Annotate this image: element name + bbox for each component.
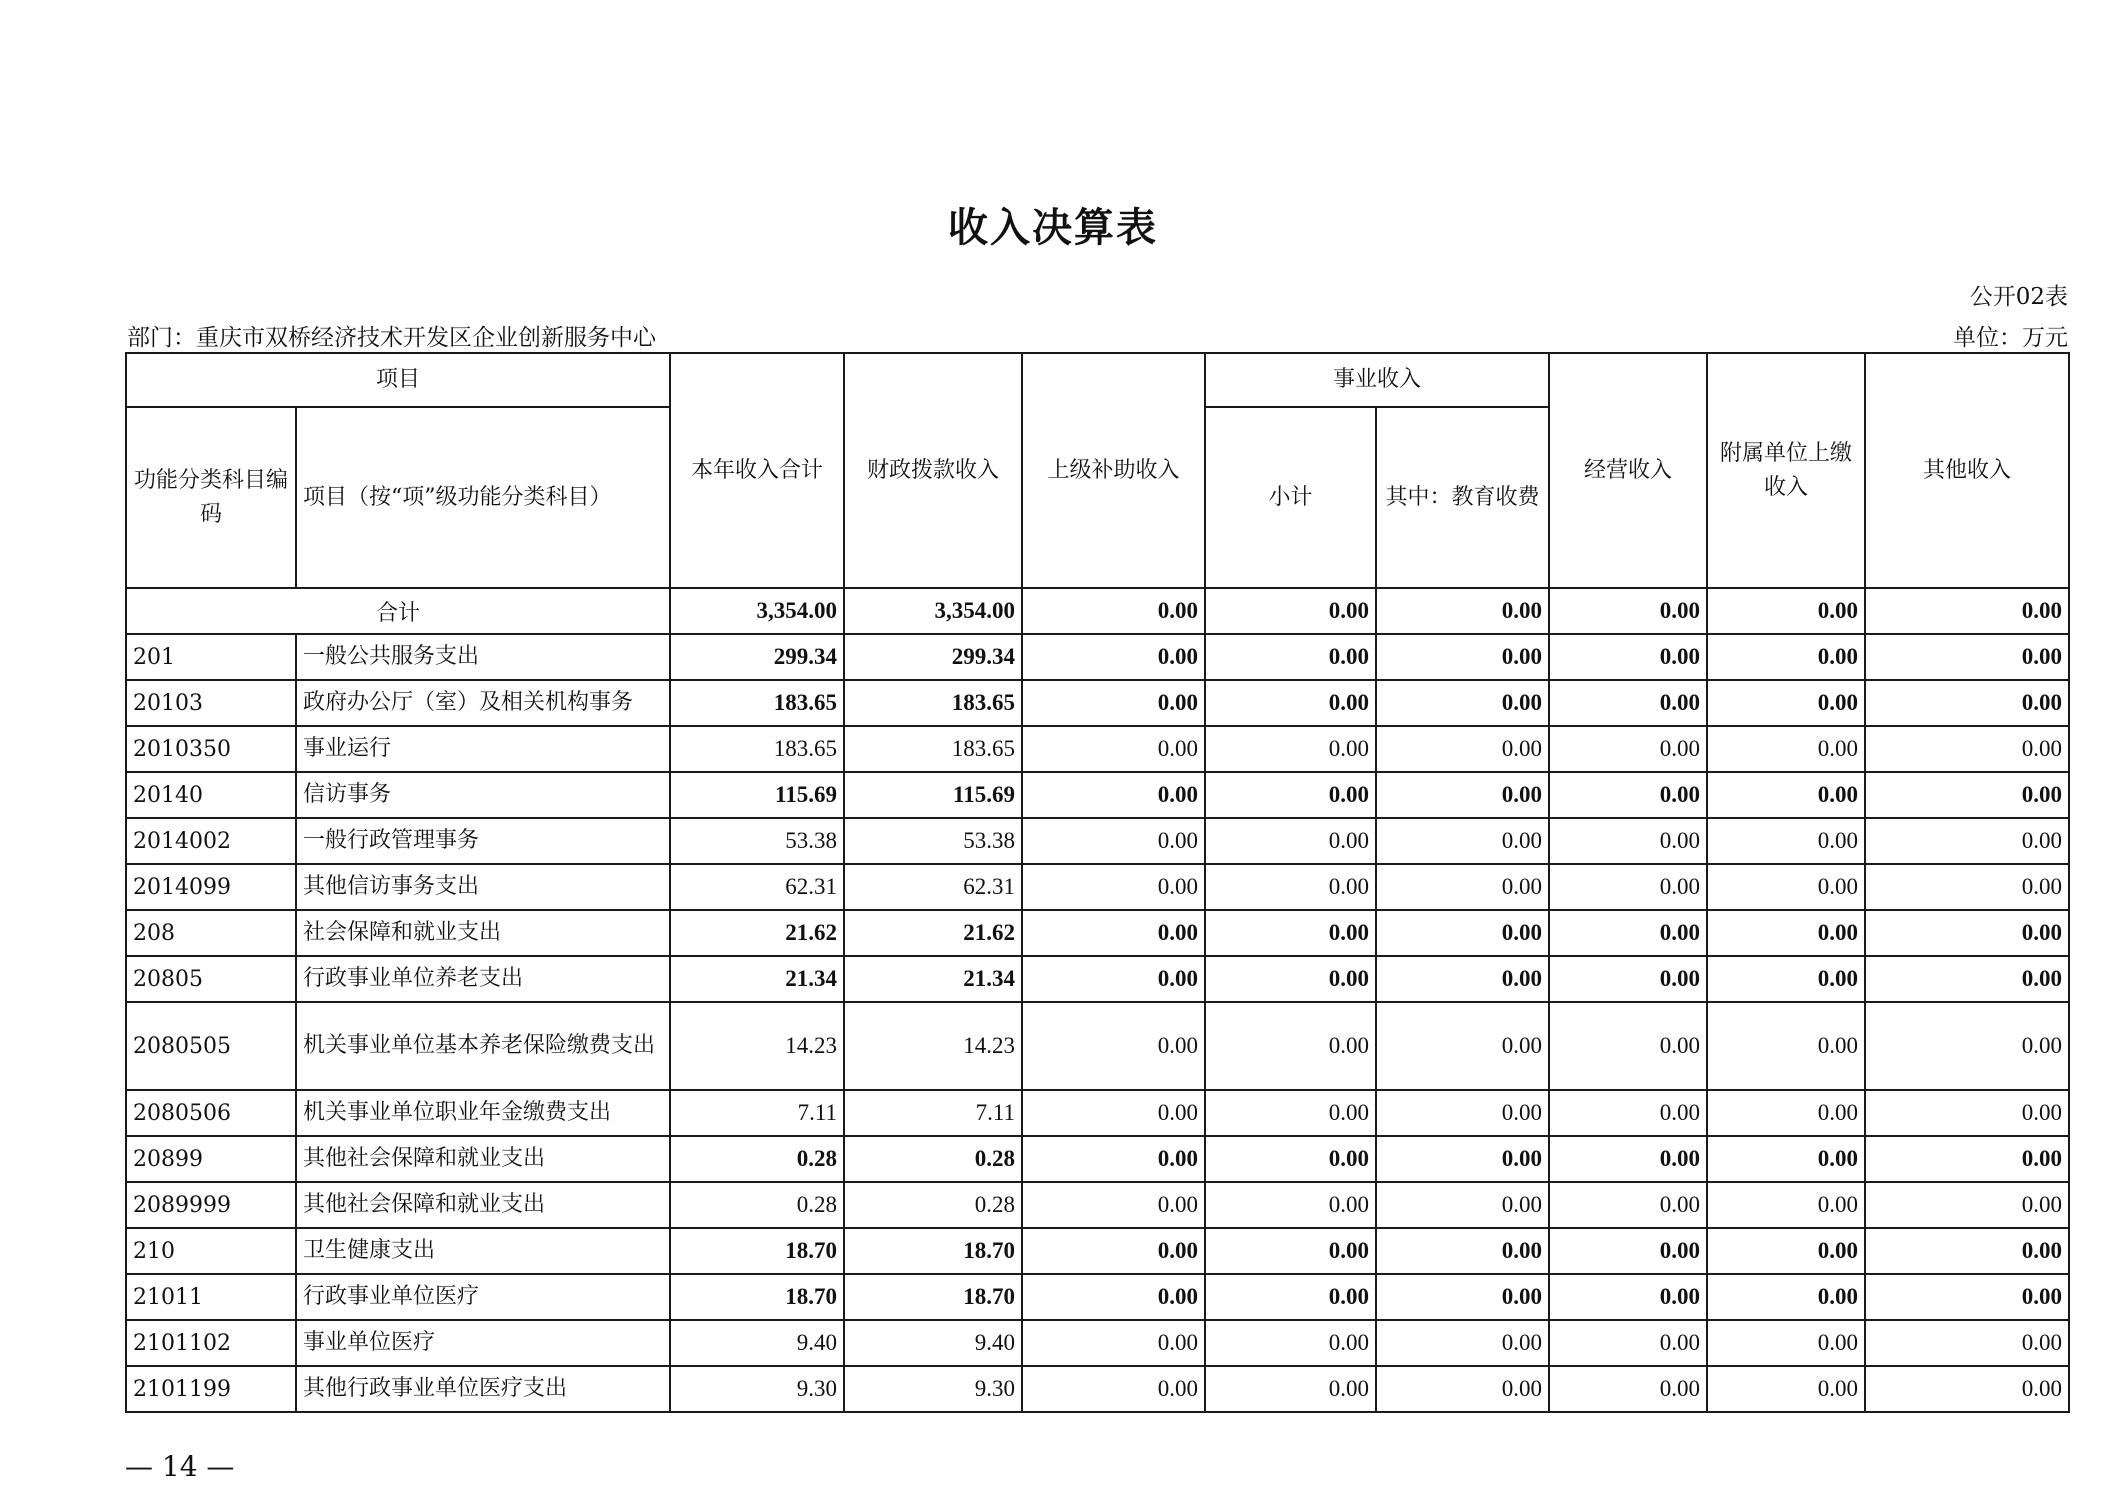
row-value: 0.00 — [1865, 634, 2069, 680]
row-value: 0.00 — [1549, 1228, 1707, 1274]
row-value: 0.00 — [1865, 1366, 2069, 1412]
table-row — [126, 1182, 2069, 1228]
row-value: 0.00 — [1376, 818, 1549, 864]
row-value: 0.00 — [1205, 818, 1376, 864]
row-code: 2014002 — [126, 818, 296, 864]
table-row — [126, 818, 2069, 864]
row-value: 0.00 — [1376, 1228, 1549, 1274]
row-code: 20899 — [126, 1136, 296, 1182]
row-value: 21.34 — [844, 956, 1022, 1002]
header-fiscal: 财政拨款收入 — [844, 353, 1022, 588]
table-row — [126, 1002, 2069, 1090]
row-value: 0.00 — [1707, 910, 1865, 956]
row-value: 0.00 — [1707, 726, 1865, 772]
header-code: 功能分类科目编码 — [126, 407, 296, 588]
row-value: 0.00 — [1865, 864, 2069, 910]
row-value: 0.00 — [1022, 1320, 1205, 1366]
row-value: 0.00 — [1205, 680, 1376, 726]
row-value: 0.28 — [670, 1182, 844, 1228]
row-value: 0.00 — [1549, 1090, 1707, 1136]
row-value: 0.00 — [1376, 1274, 1549, 1320]
row-value: 0.00 — [1376, 956, 1549, 1002]
row-value: 9.40 — [844, 1320, 1022, 1366]
row-value: 0.00 — [1022, 1366, 1205, 1412]
row-value: 0.00 — [1205, 1274, 1376, 1320]
row-value: 0.00 — [1022, 910, 1205, 956]
table-row — [126, 772, 2069, 818]
row-value: 0.00 — [1865, 1320, 2069, 1366]
row-value: 0.00 — [1707, 1274, 1865, 1320]
row-value: 62.31 — [844, 864, 1022, 910]
row-name: 一般公共服务支出 — [296, 634, 670, 680]
row-value: 0.00 — [1022, 1182, 1205, 1228]
row-value: 0.00 — [1865, 1274, 2069, 1320]
row-value: 0.00 — [1549, 726, 1707, 772]
row-value: 0.00 — [1707, 1002, 1865, 1090]
row-value: 21.62 — [670, 910, 844, 956]
row-value: 0.00 — [1376, 1182, 1549, 1228]
row-value: 0.00 — [1865, 726, 2069, 772]
row-value: 0.00 — [1376, 634, 1549, 680]
row-value: 0.00 — [1376, 1366, 1549, 1412]
row-code: 2101102 — [126, 1320, 296, 1366]
row-name: 机关事业单位职业年金缴费支出 — [296, 1090, 670, 1136]
row-value: 0.00 — [1022, 1274, 1205, 1320]
row-value: 0.00 — [1376, 680, 1549, 726]
row-value: 0.00 — [1205, 1002, 1376, 1090]
row-value: 0.00 — [1205, 634, 1376, 680]
row-value: 0.00 — [1707, 634, 1865, 680]
total-value: 3,354.00 — [844, 588, 1022, 634]
row-value: 0.00 — [1022, 680, 1205, 726]
row-value: 0.00 — [1865, 680, 2069, 726]
row-value: 0.00 — [1205, 1090, 1376, 1136]
row-value: 9.30 — [844, 1366, 1022, 1412]
header-item: 项目（按“项”级功能分类科目） — [296, 407, 670, 588]
row-value: 0.00 — [1549, 818, 1707, 864]
row-value: 0.00 — [1707, 956, 1865, 1002]
row-value: 53.38 — [670, 818, 844, 864]
row-value: 183.65 — [844, 726, 1022, 772]
row-value: 14.23 — [844, 1002, 1022, 1090]
total-value: 0.00 — [1707, 588, 1865, 634]
row-value: 0.00 — [1022, 1136, 1205, 1182]
row-name: 信访事务 — [296, 772, 670, 818]
row-value: 0.00 — [1376, 1320, 1549, 1366]
row-value: 9.40 — [670, 1320, 844, 1366]
total-row — [126, 588, 2069, 634]
row-value: 0.00 — [1549, 680, 1707, 726]
row-name: 社会保障和就业支出 — [296, 910, 670, 956]
row-value: 0.00 — [1865, 910, 2069, 956]
row-value: 62.31 — [670, 864, 844, 910]
row-value: 0.28 — [844, 1182, 1022, 1228]
row-name: 行政事业单位养老支出 — [296, 956, 670, 1002]
row-value: 0.00 — [1022, 1228, 1205, 1274]
income-statement-table — [125, 352, 2070, 1413]
row-value: 0.00 — [1549, 634, 1707, 680]
row-value: 0.00 — [1205, 1228, 1376, 1274]
row-value: 0.00 — [1205, 726, 1376, 772]
table-row — [126, 1320, 2069, 1366]
row-value: 0.00 — [1376, 910, 1549, 956]
row-value: 7.11 — [670, 1090, 844, 1136]
row-value: 7.11 — [844, 1090, 1022, 1136]
table-row — [126, 1274, 2069, 1320]
row-value: 0.00 — [1549, 772, 1707, 818]
row-value: 0.28 — [844, 1136, 1022, 1182]
header-business: 事业收入 — [1205, 353, 1549, 407]
row-value: 21.34 — [670, 956, 844, 1002]
row-name: 一般行政管理事务 — [296, 818, 670, 864]
row-value: 0.00 — [1022, 818, 1205, 864]
row-value: 0.00 — [1376, 772, 1549, 818]
total-value: 0.00 — [1549, 588, 1707, 634]
row-value: 9.30 — [670, 1366, 844, 1412]
row-value: 183.65 — [670, 680, 844, 726]
row-name: 政府办公厅（室）及相关机构事务 — [296, 680, 670, 726]
table-row — [126, 1366, 2069, 1412]
header-education: 其中：教育收费 — [1376, 407, 1549, 588]
row-value: 0.00 — [1205, 864, 1376, 910]
table-row — [126, 864, 2069, 910]
header-affiliated: 附属单位上缴收入 — [1707, 353, 1865, 588]
row-value: 0.00 — [1549, 910, 1707, 956]
total-value: 0.00 — [1865, 588, 2069, 634]
table-body — [126, 588, 2069, 1412]
row-value: 18.70 — [844, 1228, 1022, 1274]
row-code: 2080505 — [126, 1002, 296, 1090]
row-value: 0.00 — [1865, 1002, 2069, 1090]
header-total-income: 本年收入合计 — [670, 353, 844, 588]
row-value: 0.00 — [1549, 1136, 1707, 1182]
table-row — [126, 680, 2069, 726]
table-row — [126, 910, 2069, 956]
row-code: 20805 — [126, 956, 296, 1002]
row-value: 115.69 — [670, 772, 844, 818]
row-name: 其他信访事务支出 — [296, 864, 670, 910]
row-value: 0.00 — [1865, 1136, 2069, 1182]
row-value: 21.62 — [844, 910, 1022, 956]
row-value: 0.00 — [1707, 818, 1865, 864]
header-other: 其他收入 — [1865, 353, 2069, 588]
table-row — [126, 1228, 2069, 1274]
row-code: 20140 — [126, 772, 296, 818]
row-value: 0.00 — [1865, 772, 2069, 818]
row-value: 0.00 — [1376, 1136, 1549, 1182]
row-code: 2089999 — [126, 1182, 296, 1228]
form-number: 公开02表 — [1969, 284, 2068, 310]
header-subtotal: 小计 — [1205, 407, 1376, 588]
row-name: 行政事业单位医疗 — [296, 1274, 670, 1320]
header-project: 项目 — [126, 353, 670, 407]
row-value: 0.00 — [1707, 772, 1865, 818]
row-value: 0.00 — [1376, 1090, 1549, 1136]
row-value: 0.00 — [1022, 956, 1205, 1002]
total-value: 0.00 — [1205, 588, 1376, 634]
row-value: 0.00 — [1549, 1274, 1707, 1320]
row-value: 0.00 — [1707, 1136, 1865, 1182]
row-value: 0.00 — [1376, 1002, 1549, 1090]
row-name: 其他行政事业单位医疗支出 — [296, 1366, 670, 1412]
row-value: 183.65 — [670, 726, 844, 772]
table-row — [126, 634, 2069, 680]
row-value: 0.28 — [670, 1136, 844, 1182]
header-operating: 经营收入 — [1549, 353, 1707, 588]
page-title: 收入决算表 — [948, 205, 1158, 251]
row-value: 0.00 — [1022, 1090, 1205, 1136]
unit-label: 单位：万元 — [1953, 325, 2068, 351]
total-label: 合计 — [126, 588, 670, 634]
row-value: 0.00 — [1205, 956, 1376, 1002]
total-value: 3,354.00 — [670, 588, 844, 634]
row-value: 0.00 — [1022, 864, 1205, 910]
row-value: 0.00 — [1707, 680, 1865, 726]
row-value: 0.00 — [1707, 1090, 1865, 1136]
row-value: 0.00 — [1707, 1182, 1865, 1228]
table-row — [126, 726, 2069, 772]
row-value: 0.00 — [1707, 1366, 1865, 1412]
row-value: 18.70 — [844, 1274, 1022, 1320]
row-value: 0.00 — [1022, 1002, 1205, 1090]
row-value: 0.00 — [1865, 956, 2069, 1002]
row-value: 0.00 — [1865, 1228, 2069, 1274]
row-value: 0.00 — [1707, 1320, 1865, 1366]
row-value: 0.00 — [1549, 1320, 1707, 1366]
table-row — [126, 1136, 2069, 1182]
row-value: 14.23 — [670, 1002, 844, 1090]
row-value: 0.00 — [1376, 864, 1549, 910]
row-value: 299.34 — [844, 634, 1022, 680]
row-value: 0.00 — [1205, 772, 1376, 818]
row-value: 0.00 — [1707, 864, 1865, 910]
row-value: 183.65 — [844, 680, 1022, 726]
row-code: 201 — [126, 634, 296, 680]
table-row — [126, 1090, 2069, 1136]
row-value: 0.00 — [1549, 1002, 1707, 1090]
row-code: 2014099 — [126, 864, 296, 910]
row-value: 18.70 — [670, 1274, 844, 1320]
page-number: — 14 — — [125, 1450, 235, 1483]
row-value: 0.00 — [1549, 956, 1707, 1002]
department-label: 部门：重庆市双桥经济技术开发区企业创新服务中心 — [127, 325, 656, 351]
row-code: 210 — [126, 1228, 296, 1274]
row-value: 0.00 — [1865, 818, 2069, 864]
row-name: 其他社会保障和就业支出 — [296, 1136, 670, 1182]
row-name: 其他社会保障和就业支出 — [296, 1182, 670, 1228]
row-value: 0.00 — [1549, 1366, 1707, 1412]
row-value: 0.00 — [1549, 1182, 1707, 1228]
row-value: 0.00 — [1205, 1136, 1376, 1182]
row-code: 2101199 — [126, 1366, 296, 1412]
row-name: 事业运行 — [296, 726, 670, 772]
row-value: 0.00 — [1022, 772, 1205, 818]
row-value: 0.00 — [1549, 864, 1707, 910]
row-value: 0.00 — [1205, 1366, 1376, 1412]
row-value: 0.00 — [1865, 1182, 2069, 1228]
row-value: 0.00 — [1205, 1320, 1376, 1366]
row-code: 2010350 — [126, 726, 296, 772]
row-value: 18.70 — [670, 1228, 844, 1274]
row-value: 0.00 — [1022, 726, 1205, 772]
total-value: 0.00 — [1022, 588, 1205, 634]
row-code: 2080506 — [126, 1090, 296, 1136]
row-value: 0.00 — [1022, 634, 1205, 680]
row-code: 20103 — [126, 680, 296, 726]
row-value: 0.00 — [1707, 1228, 1865, 1274]
row-value: 299.34 — [670, 634, 844, 680]
row-code: 21011 — [126, 1274, 296, 1320]
row-value: 53.38 — [844, 818, 1022, 864]
row-code: 208 — [126, 910, 296, 956]
row-value: 0.00 — [1205, 1182, 1376, 1228]
row-value: 0.00 — [1865, 1090, 2069, 1136]
row-name: 事业单位医疗 — [296, 1320, 670, 1366]
header-superior: 上级补助收入 — [1022, 353, 1205, 588]
row-name: 卫生健康支出 — [296, 1228, 670, 1274]
row-value: 115.69 — [844, 772, 1022, 818]
row-value: 0.00 — [1205, 910, 1376, 956]
total-value: 0.00 — [1376, 588, 1549, 634]
row-value: 0.00 — [1376, 726, 1549, 772]
row-name: 机关事业单位基本养老保险缴费支出 — [296, 1002, 670, 1090]
table-row — [126, 956, 2069, 1002]
